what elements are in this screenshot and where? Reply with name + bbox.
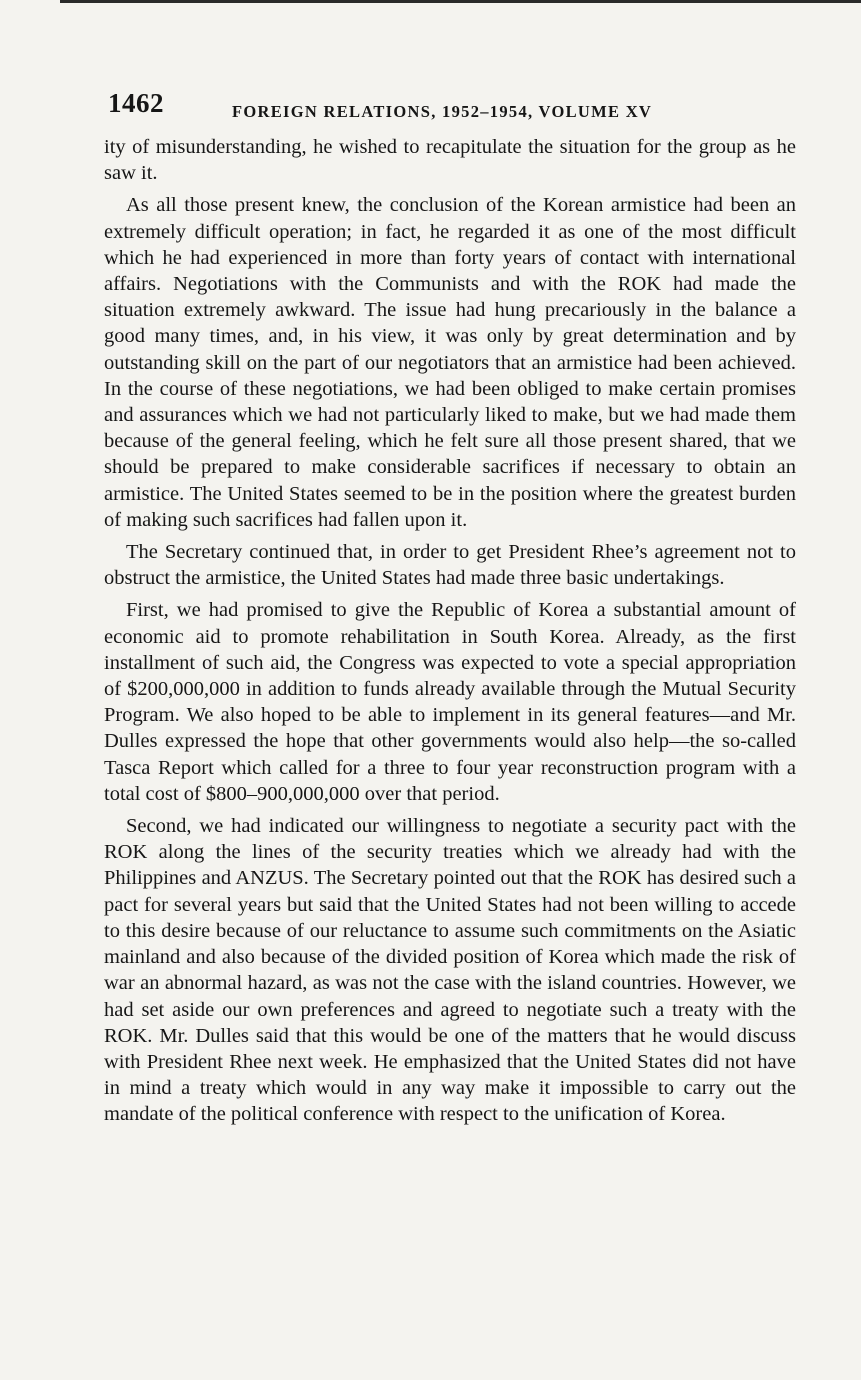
page-top-edge: [60, 0, 861, 3]
paragraph-economic-aid: First, we had promised to give the Republic of Korea a substantial amount of economic aid to promote rehabilitation in South Korea. Already, as the first installment of such aid, the Congress was expected to vote a special appropriation of $200,000,000 in addition to funds already available through the Mutual Security Program. We also hoped to be able to implement in its general features—and Mr. Dulles expressed the hope that other governments would also help—the so-called Tasca Report which called for a three to four year reconstruction program with a total cost of $800–900,000,000 over that period.: [104, 599, 796, 805]
page-header: [104, 88, 796, 128]
document-page: [104, 88, 796, 1134]
page-number: 1462: [108, 88, 164, 118]
paragraph-continued: ity of misunderstanding, he wished to recapitulate the situation for the group as he saw it.: [104, 136, 796, 185]
body-text: [104, 134, 796, 1128]
paragraph-security-pact: Second, we had indicated our willingness to negotiate a security pact with the ROK along the lines of the security treaties which we already had with the Philippines and ANZUS. The Secretary pointed out that the ROK has desired such a pact for several years but said that the United States had not been willing to accede to this desire because of our reluctance to assume such commitments on the Asiatic mainland and also because of the divided position of Korea which made the risk of war an abnormal hazard, as was not the case with the island countries. However, we had set aside our own preferences and agreed to negotiate such a treaty with the ROK. Mr. Dulles said that this would be one of the matters that he would discuss with President Rhee next week. He emphasized that the United States did not have in mind a treaty which would in any way make it impossible to carry out the mandate of the political conference with respect to the unification of Korea.: [104, 815, 796, 1126]
paragraph-armistice-difficulty: As all those present knew, the conclusion of the Korean armistice had been an extremely difficult operation; in fact, he regarded it as one of the most difficult which he had experienced in more than forty years of contact with international affairs. Negotiations with the Communists and with the ROK had made the situation extremely awkward. The issue had hung precariously in the balance a good many times, and, in his view, it was only by great determination and by outstanding skill on the part of our negotiators that an armistice had been achieved. In the course of these negotiations, we had been obliged to make certain promises and assurances which we had not particularly liked to make, but we had made them because of the general feeling, which he felt sure all those present shared, that we should be prepared to make considerable sacrifices if necessary to obtain an armistice. The United States seemed to be in the position where the greatest burden of making such sacrifices had fallen upon it.: [104, 194, 796, 531]
running-head: FOREIGN RELATIONS, 1952–1954, VOLUME XV: [232, 102, 653, 121]
paragraph-three-undertakings: The Secretary continued that, in order to get President Rhee’s agreement not to obstruct the armistice, the United States had made three basic undertakings.: [104, 541, 796, 590]
